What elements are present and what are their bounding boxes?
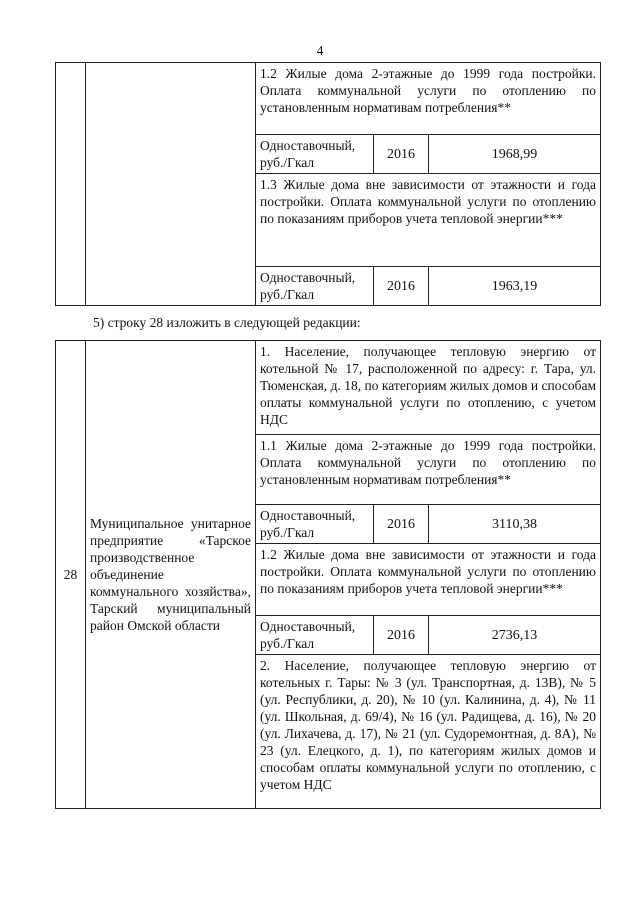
tariff-value: 1968,99 [429,135,601,174]
category-heading: 1. Население, получающее тепловую энергию от котельной № 17, расположенной по адресу: г. Тара, ул. Тюменская, д. 18, по категориям жилых домов и способам оплаты коммунальной услуги по отоплению, с учетом НДС [256,341,601,435]
category-heading: 2. Население, получающее тепловую энергию от котельных г. Тары: № 3 (ул. Транспортная, д. 13В), № 5 (ул. Республики, д. 20), № 10 (ул. Калинина, д. 4), № 11 (ул. Школьная, д. 69/4), № 16 (ул. Радищева, д. 16), № 20 (ул. Лихачева, д. 17), № 21 (ул. Судоремонтная, д. 8А), № 23 (ул. Елецкого, д. 1), по категориям жилых домов и способам оплаты коммунальной услуги по отоплению, с учетом НДС [256,655,601,809]
tariff-year: 2016 [374,135,429,174]
tariff-year: 2016 [374,267,429,306]
tariff-label: Одноставочный, руб./Гкал [256,135,374,174]
tariff-value: 2736,13 [429,616,601,655]
row-number-cell [56,63,86,306]
tariff-table-row-28 [55,340,601,809]
tariff-value: 3110,38 [429,505,601,544]
tariff-year: 2016 [374,505,429,544]
category-heading: 1.1 Жилые дома 2-этажные до 1999 года постройки. Оплата коммунальной услуги по отоплению по установленным нормативам потребления** [256,435,601,505]
category-heading: 1.3 Жилые дома вне зависимости от этажности и года постройки. Оплата коммунальной услуги по отоплению по показаниям приборов учета тепловой энергии*** [256,174,601,267]
page-number: 4 [316,43,324,58]
row-number-cell: 28 [56,341,86,809]
category-heading: 1.2 Жилые дома вне зависимости от этажности и года постройки. Оплата коммунальной услуги по отоплению по показаниям приборов учета тепловой энергии*** [256,544,601,616]
tariff-label: Одноставочный, руб./Гкал [256,267,374,306]
tariff-label: Одноставочный, руб./Гкал [256,505,374,544]
amendment-instruction: 5) строку 28 изложить в следующей редакции: [93,315,361,330]
tariff-value: 1963,19 [429,267,601,306]
category-heading: 1.2 Жилые дома 2-этажные до 1999 года постройки. Оплата коммунальной услуги по отоплению по установленным нормативам потребления** [256,63,601,135]
tariff-label: Одноставочный, руб./Гкал [256,616,374,655]
organization-cell: Муниципальное унитарное предприятие «Тарское производственное объединение коммунального хозяйства», Тарский муниципальный район Омской области [86,341,256,809]
organization-cell [86,63,256,306]
tariff-year: 2016 [374,616,429,655]
tariff-table-continuation [55,62,601,306]
